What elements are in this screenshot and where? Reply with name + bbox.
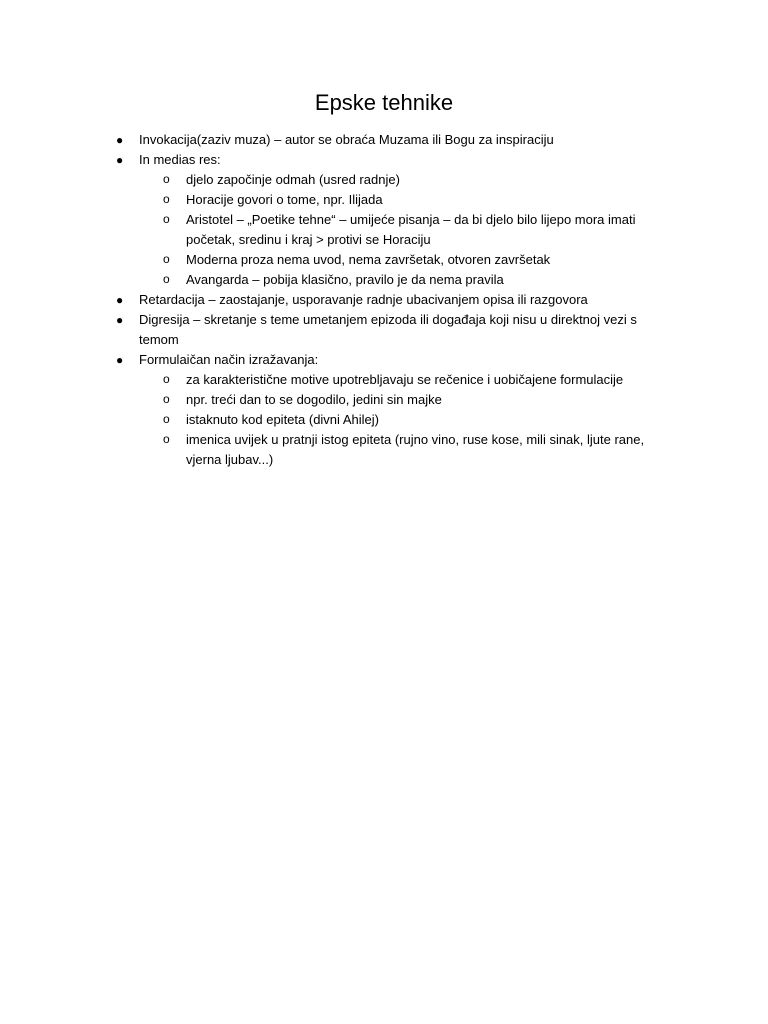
sub-list-item-text: Avangarda – pobija klasično, pravilo je da nema pravila	[186, 272, 504, 287]
sub-list-item	[0, 430, 768, 470]
sub-list-item-text: Moderna proza nema uvod, nema završetak, otvoren završetak	[186, 252, 551, 267]
circle-bullet-icon: o	[163, 372, 170, 386]
circle-bullet-icon: o	[163, 432, 170, 446]
list-item	[0, 290, 768, 310]
list-item-text: Digresija – skretanje s teme umetanjem epizoda ili događaja koji nisu u direktnoj vezi s temom	[139, 312, 637, 347]
bullet-list	[0, 130, 768, 470]
sub-list-item-text: npr. treći dan to se dogodilo, jedini sin majke	[186, 392, 442, 407]
list-item	[0, 130, 768, 150]
sub-list-item-text: djelo započinje odmah (usred radnje)	[186, 172, 400, 187]
sub-list-item-text: imenica uvijek u pratnji istog epiteta (rujno vino, ruse kose, mili sinak, ljute rane, vjerna ljubav...)	[186, 432, 645, 467]
sub-list-item-text: Horacije govori o tome, npr. Ilijada	[186, 192, 383, 207]
list-item	[0, 150, 768, 170]
sub-list-item	[0, 410, 768, 430]
circle-bullet-icon: o	[163, 392, 170, 406]
sub-list-item	[0, 210, 768, 250]
list-item-text: Retardacija – zaostajanje, usporavanje radnje ubacivanjem opisa ili razgovora	[139, 292, 588, 307]
circle-bullet-icon: o	[163, 272, 170, 286]
list-item-text: In medias res:	[139, 152, 221, 167]
circle-bullet-icon: o	[163, 412, 170, 426]
bullet-icon: ●	[116, 353, 124, 367]
circle-bullet-icon: o	[163, 212, 170, 226]
sub-list-item-text: istaknuto kod epiteta (divni Ahilej)	[186, 412, 379, 427]
bullet-icon: ●	[116, 133, 124, 147]
circle-bullet-icon: o	[163, 192, 170, 206]
list-item-text: Invokacija(zaziv muza) – autor se obraća Muzama ili Bogu za inspiraciju	[139, 132, 554, 147]
bullet-icon: ●	[116, 153, 124, 167]
sub-list-item	[0, 190, 768, 210]
sub-list-item	[0, 270, 768, 290]
sub-list-item	[0, 390, 768, 410]
sub-list-item-text: za karakteristične motive upotrebljavaju se rečenice i uobičajene formulacije	[186, 372, 624, 387]
list-item	[0, 310, 768, 350]
list-item-text: Formulaičan način izražavanja:	[139, 352, 319, 367]
circle-bullet-icon: o	[163, 172, 170, 186]
sub-list-item	[0, 170, 768, 190]
bullet-icon: ●	[116, 293, 124, 307]
list-item	[0, 350, 768, 370]
circle-bullet-icon: o	[163, 252, 170, 266]
bullet-icon: ●	[116, 313, 124, 327]
sub-list-item	[0, 370, 768, 390]
page-title: Epske tehnike	[314, 90, 454, 115]
sub-list-item	[0, 250, 768, 270]
sub-list-item-text: Aristotel – „Poetike tehne“ – umijeće pisanja – da bi djelo bilo lijepo mora imati početak, sredinu i kraj > protivi se Horaciju	[186, 212, 636, 247]
